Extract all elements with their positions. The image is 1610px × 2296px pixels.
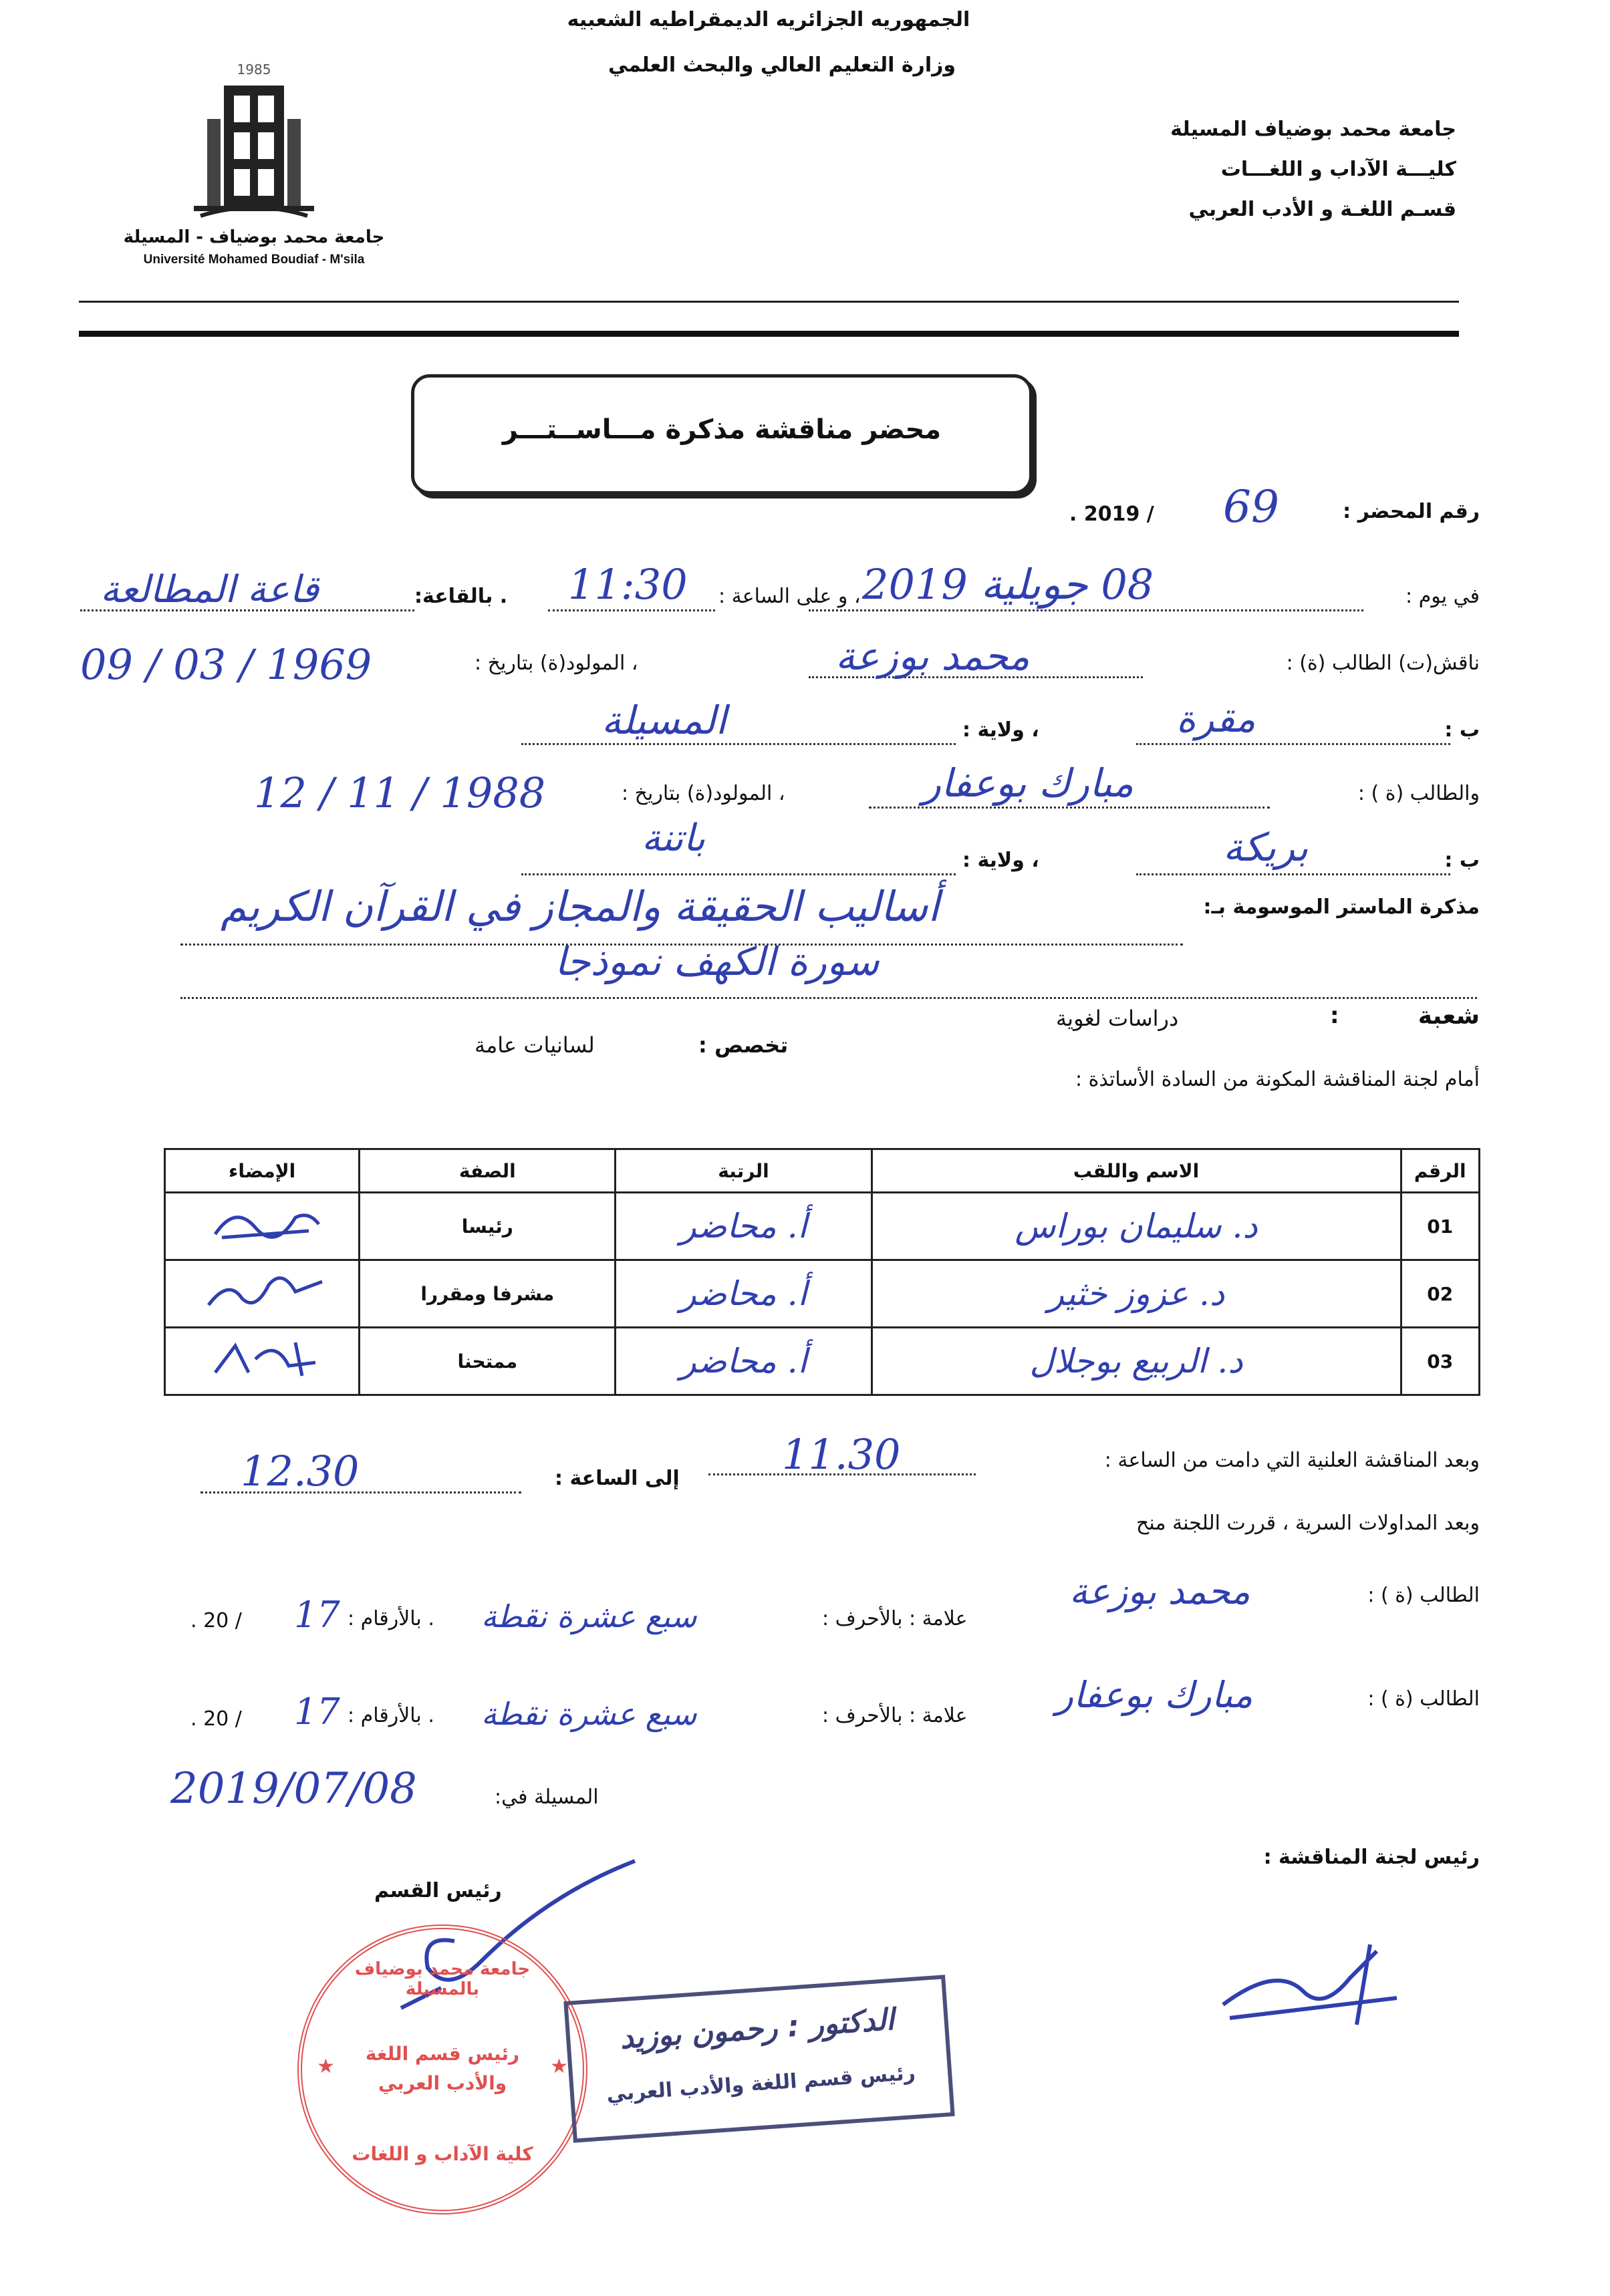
dept-head-label: رئيس القسم (374, 1879, 502, 1902)
chair-signature-icon (1196, 1924, 1417, 2038)
student2-place: بريكة (1223, 825, 1309, 870)
student2-birth-label: ، المولود(ة) بتاريخ : (622, 782, 785, 805)
stamp-round-top: جامعة محمد بوضياف بالمسيلة (354, 1959, 531, 1999)
session-time-label: ، و على الساعة : (718, 585, 861, 608)
signature-icon (195, 1265, 329, 1318)
student1-place-dots (1136, 743, 1450, 745)
student1-wilaya-dots (521, 743, 956, 745)
committee-table (164, 1148, 1480, 1396)
grade1-words: سبع عشرة نقطة (481, 1598, 697, 1634)
department-name: قسـم اللغـة و الأدب العربي (1188, 198, 1456, 221)
student2-label: والطالب (ة ) : (1357, 782, 1480, 805)
department-round-stamp (297, 1924, 587, 2214)
stamp-round-center: رئيس قسم اللغة والأدب العربي (365, 2043, 520, 2094)
grade1-mark-label: علامة : بالأحرف : (822, 1607, 968, 1630)
row-role: ممتحنا (360, 1328, 616, 1395)
thesis-label: مذكرة الماستر الموسومة بـ: (1203, 895, 1480, 919)
committee-chair-label: رئيس لجنة المناقشة : (1263, 1846, 1480, 1869)
signature-icon (195, 1197, 329, 1251)
header-signature: الإمضاء (165, 1149, 360, 1193)
student1-wilaya-label: ، ولاية : (962, 718, 1039, 742)
grade1-out-of: / 20 . (190, 1609, 242, 1632)
student1-wilaya: المسيلة (601, 698, 726, 743)
grade2-label: الطالب (ة ) : (1367, 1687, 1480, 1711)
grade2-digits-label: . بالأرقام : (348, 1704, 434, 1727)
duration-label: وبعد المناقشة العلنية التي دامت من الساعة : (1104, 1449, 1480, 1472)
from-time: 11.30 (782, 1430, 901, 1479)
logo-name-fr: Université Mohamed Boudiaf - M'sila (143, 253, 365, 267)
thesis-title-line1: أساليب الحقيقة والمجاز في القرآن الكريم (221, 882, 940, 931)
header-rank: الرتبة (616, 1149, 871, 1193)
committee-table-header (165, 1149, 1480, 1193)
row-signature (165, 1328, 360, 1395)
record-year: / 2019 . (1069, 503, 1154, 526)
session-time: 11:30 (568, 560, 688, 609)
student1-name: محمد بوزعة (835, 633, 1030, 679)
header-role: الصفة (360, 1149, 616, 1193)
place-date-label: المسيلة في: (495, 1785, 599, 1809)
row-role: رئيسا (360, 1193, 616, 1260)
document-title: محضر مناقشة مذكرة مـــاســتـــر (502, 414, 942, 445)
university-name: جامعة محمد بوضياف المسيلة (1170, 118, 1456, 141)
to-label: إلى الساعة : (555, 1467, 680, 1490)
stamp-rect-line2: رئيس قسم اللغة والأدب العربي (606, 2061, 916, 2107)
to-time: 12.30 (241, 1447, 360, 1495)
student2-wilaya: باتنة (642, 817, 706, 860)
student1-birth-date: 1969 / 03 / 09 (80, 640, 372, 689)
row-name: د. عزوز خثير (871, 1260, 1401, 1328)
university-logo (100, 61, 408, 275)
student2-place-dots (1136, 873, 1450, 875)
student2-wilaya-label: ، ولاية : (962, 849, 1039, 872)
row-signature (165, 1260, 360, 1328)
grade1-name: محمد بوزعة (1069, 1570, 1250, 1612)
student1-place-label: ب : (1444, 718, 1480, 742)
student1-label: ناقش(ت) الطالب (ة) : (1286, 652, 1480, 675)
thesis-dots-2 (180, 997, 1477, 999)
row-rank: أ. محاضر (616, 1328, 871, 1395)
grade2-words: سبع عشرة نقطة (481, 1696, 697, 1732)
grade2-out-of: / 20 . (190, 1707, 242, 1731)
document-title-box (411, 374, 1033, 494)
row-signature (165, 1193, 360, 1260)
specialty-label: تخصص : (698, 1032, 789, 1058)
student1-place: مقرة (1176, 698, 1256, 741)
table-row (165, 1328, 1480, 1395)
logo-emblem-icon (187, 79, 321, 226)
table-row (165, 1193, 1480, 1260)
student1-birth-label: ، المولود(ة) بتاريخ : (475, 652, 638, 675)
grade1-digits: 17 (294, 1594, 340, 1636)
grade1-digits-label: . بالأرقام : (348, 1607, 434, 1630)
republic-title: الجمهوريه الجزائريه الديمقراطيه الشعبيه (567, 8, 970, 31)
row-number: 01 (1401, 1193, 1480, 1260)
star-icon: ★ (550, 2055, 568, 2078)
department-head-stamp (563, 1975, 954, 2142)
stamp-round-bottom: كلية الآداب و اللغات (352, 2143, 533, 2165)
session-room: قاعة المطالعة (100, 568, 319, 611)
grade2-name: مبارك بوعفار (1056, 1674, 1253, 1716)
decision-text: وبعد المداولات السرية ، قررت اللجنة منح (1136, 1512, 1480, 1535)
session-day-label: في يوم : (1405, 585, 1480, 608)
grade2-mark-label: علامة : بالأحرف : (822, 1704, 968, 1727)
branch-colon: : (1330, 1002, 1339, 1029)
header-number: الرقم (1401, 1149, 1480, 1193)
session-room-label: . بالقاعة: (414, 585, 508, 608)
session-day: 08 جويلية 2019 (862, 560, 1154, 609)
row-name: د. الربيع بوجلال (871, 1328, 1401, 1395)
student2-place-label: ب : (1444, 849, 1480, 872)
student2-wilaya-dots (521, 873, 956, 875)
header-name: الاسم واللقب (871, 1149, 1401, 1193)
table-row (165, 1260, 1480, 1328)
ministry-title: وزارة التعليم العالي والبحث العلمي (608, 53, 956, 77)
faculty-name: كليـــة الآداب و اللغـــات (1220, 158, 1456, 181)
place-date-value: 2019/07/08 (170, 1764, 417, 1814)
star-icon: ★ (317, 2055, 335, 2078)
row-number: 03 (1401, 1328, 1480, 1395)
session-day-dots (809, 609, 1363, 611)
session-time-dots (548, 609, 715, 611)
student2-name-dots (869, 807, 1270, 809)
record-number: 69 (1223, 481, 1279, 533)
stamp-rect-line1: الدكتور : رحمون بوزيد (619, 2002, 896, 2056)
header-divider-thick (79, 331, 1459, 337)
row-role: مشرفا ومقررا (360, 1260, 616, 1328)
record-number-label: رقم المحضر : (1343, 500, 1480, 523)
committee-intro: أمام لجنة المناقشة المكونة من السادة الأساتذة : (1075, 1068, 1480, 1091)
specialty-value: لسانيات عامة (475, 1032, 595, 1058)
grade1-label: الطالب (ة ) : (1367, 1584, 1480, 1607)
row-rank: أ. محاضر (616, 1193, 871, 1260)
student2-birth-date: 1988 / 11 / 12 (254, 768, 546, 817)
branch-value: دراسات لغوية (1056, 1006, 1179, 1031)
logo-year: 1985 (237, 61, 271, 78)
student2-name: مبارك بوعفار (922, 760, 1134, 806)
branch-label: شعبة (1418, 1002, 1480, 1030)
grade2-digits: 17 (294, 1691, 340, 1733)
signature-icon (195, 1332, 329, 1386)
row-rank: أ. محاضر (616, 1260, 871, 1328)
row-name: د. سليمان بوراس (871, 1193, 1401, 1260)
thesis-title-line2: سورة الكهف نموذجا (555, 939, 880, 984)
row-number: 02 (1401, 1260, 1480, 1328)
logo-name-ar: جامعة محمد بوضياف - المسيلة (123, 227, 385, 247)
header-divider (79, 301, 1459, 303)
